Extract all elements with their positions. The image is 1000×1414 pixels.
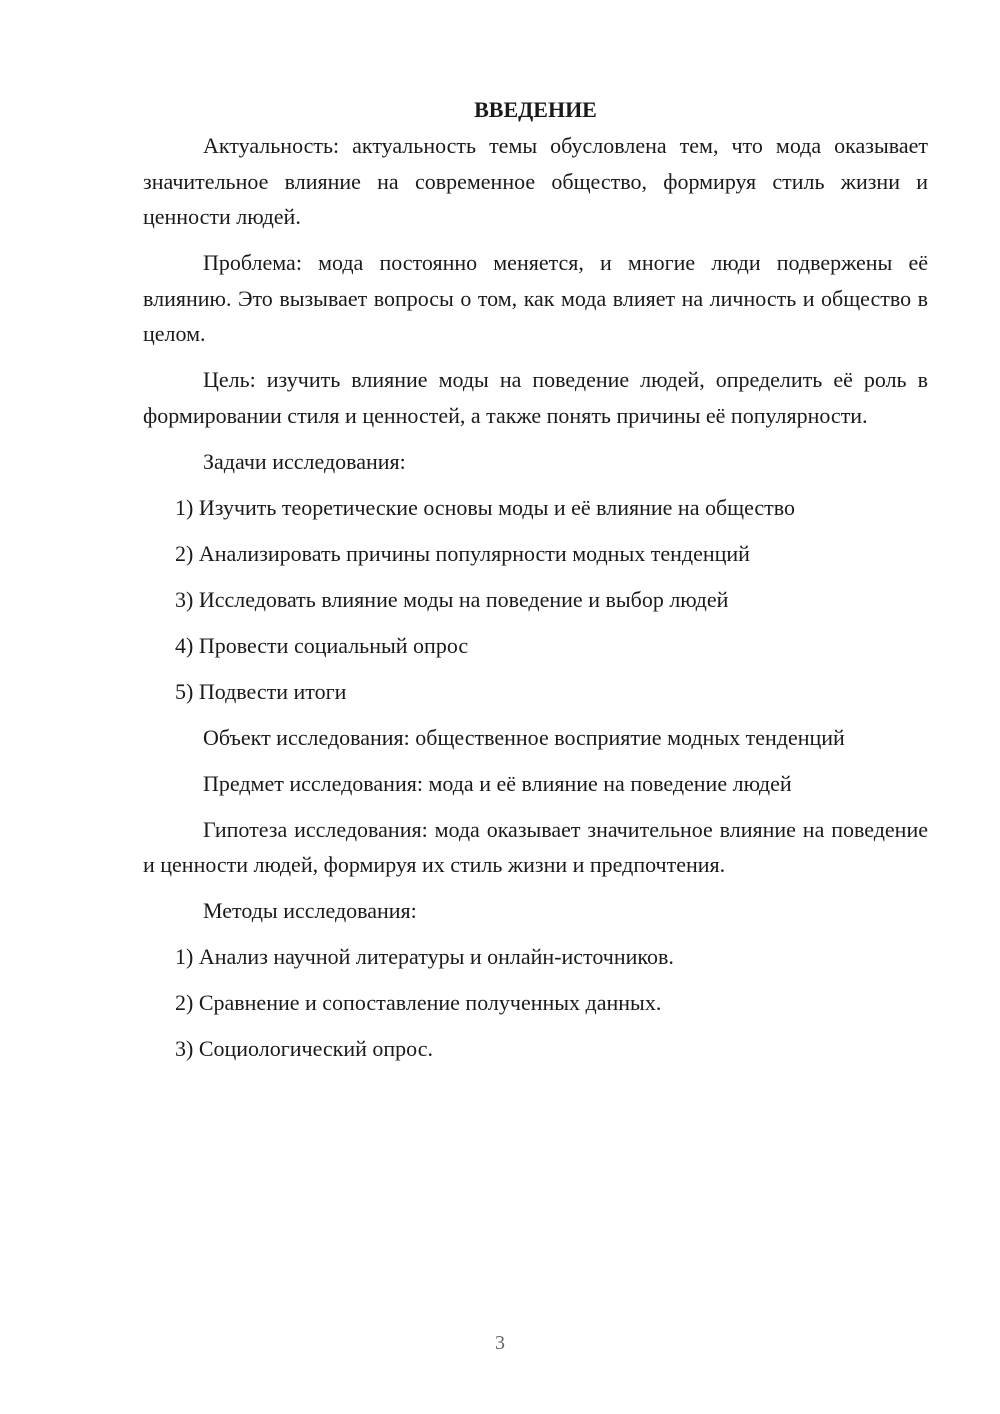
document-page xyxy=(143,92,928,1077)
tasks-heading: Задачи исследования: xyxy=(203,448,406,474)
page-number: 3 xyxy=(495,1332,505,1354)
goal-paragraph: Цель: изучить влияние моды на поведение людей, определить её роль в формировании стиля и ценностей, а также понять причины её популярности. xyxy=(143,367,928,428)
list-item: 3) Социологический опрос. xyxy=(175,1036,433,1061)
object-line: Объект исследования: общественное восприятие модных тенденций xyxy=(203,724,845,750)
list-item: 2) Анализировать причины популярности модных тенденций xyxy=(175,540,750,566)
list-item: 1) Изучить теоретические основы моды и её влияние на общество xyxy=(175,494,796,520)
list-item: 5) Подвести итоги xyxy=(175,678,347,704)
tasks-list xyxy=(143,490,928,710)
methods-heading: Методы исследования: xyxy=(203,898,417,923)
page-title: ВВЕДЕНИЕ xyxy=(474,97,597,122)
list-item: 3) Исследовать влияние моды на поведение и выбор людей xyxy=(175,586,729,612)
list-item: 1) Анализ научной литературы и онлайн-источников. xyxy=(175,944,674,969)
subject-line: Предмет исследования: мода и её влияние на поведение людей xyxy=(203,770,792,796)
methods-list xyxy=(143,939,928,1067)
hypothesis-paragraph: Гипотеза исследования: мода оказывает значительное влияние на поведение и ценности людей, формируя их стиль жизни и предпочтения. xyxy=(143,816,928,877)
relevance-paragraph: Актуальность: актуальность темы обусловлена тем, что мода оказывает значительное влияние на современное общество, формируя стиль жизни и ценности людей. xyxy=(143,133,928,229)
list-item: 2) Сравнение и сопоставление полученных данных. xyxy=(175,990,662,1015)
list-item: 4) Провести социальный опрос xyxy=(175,632,469,658)
problem-paragraph: Проблема: мода постоянно меняется, и многие люди подвержены её влиянию. Это вызывает вопросы о том, как мода влияет на личность и общество в целом. xyxy=(143,250,928,346)
